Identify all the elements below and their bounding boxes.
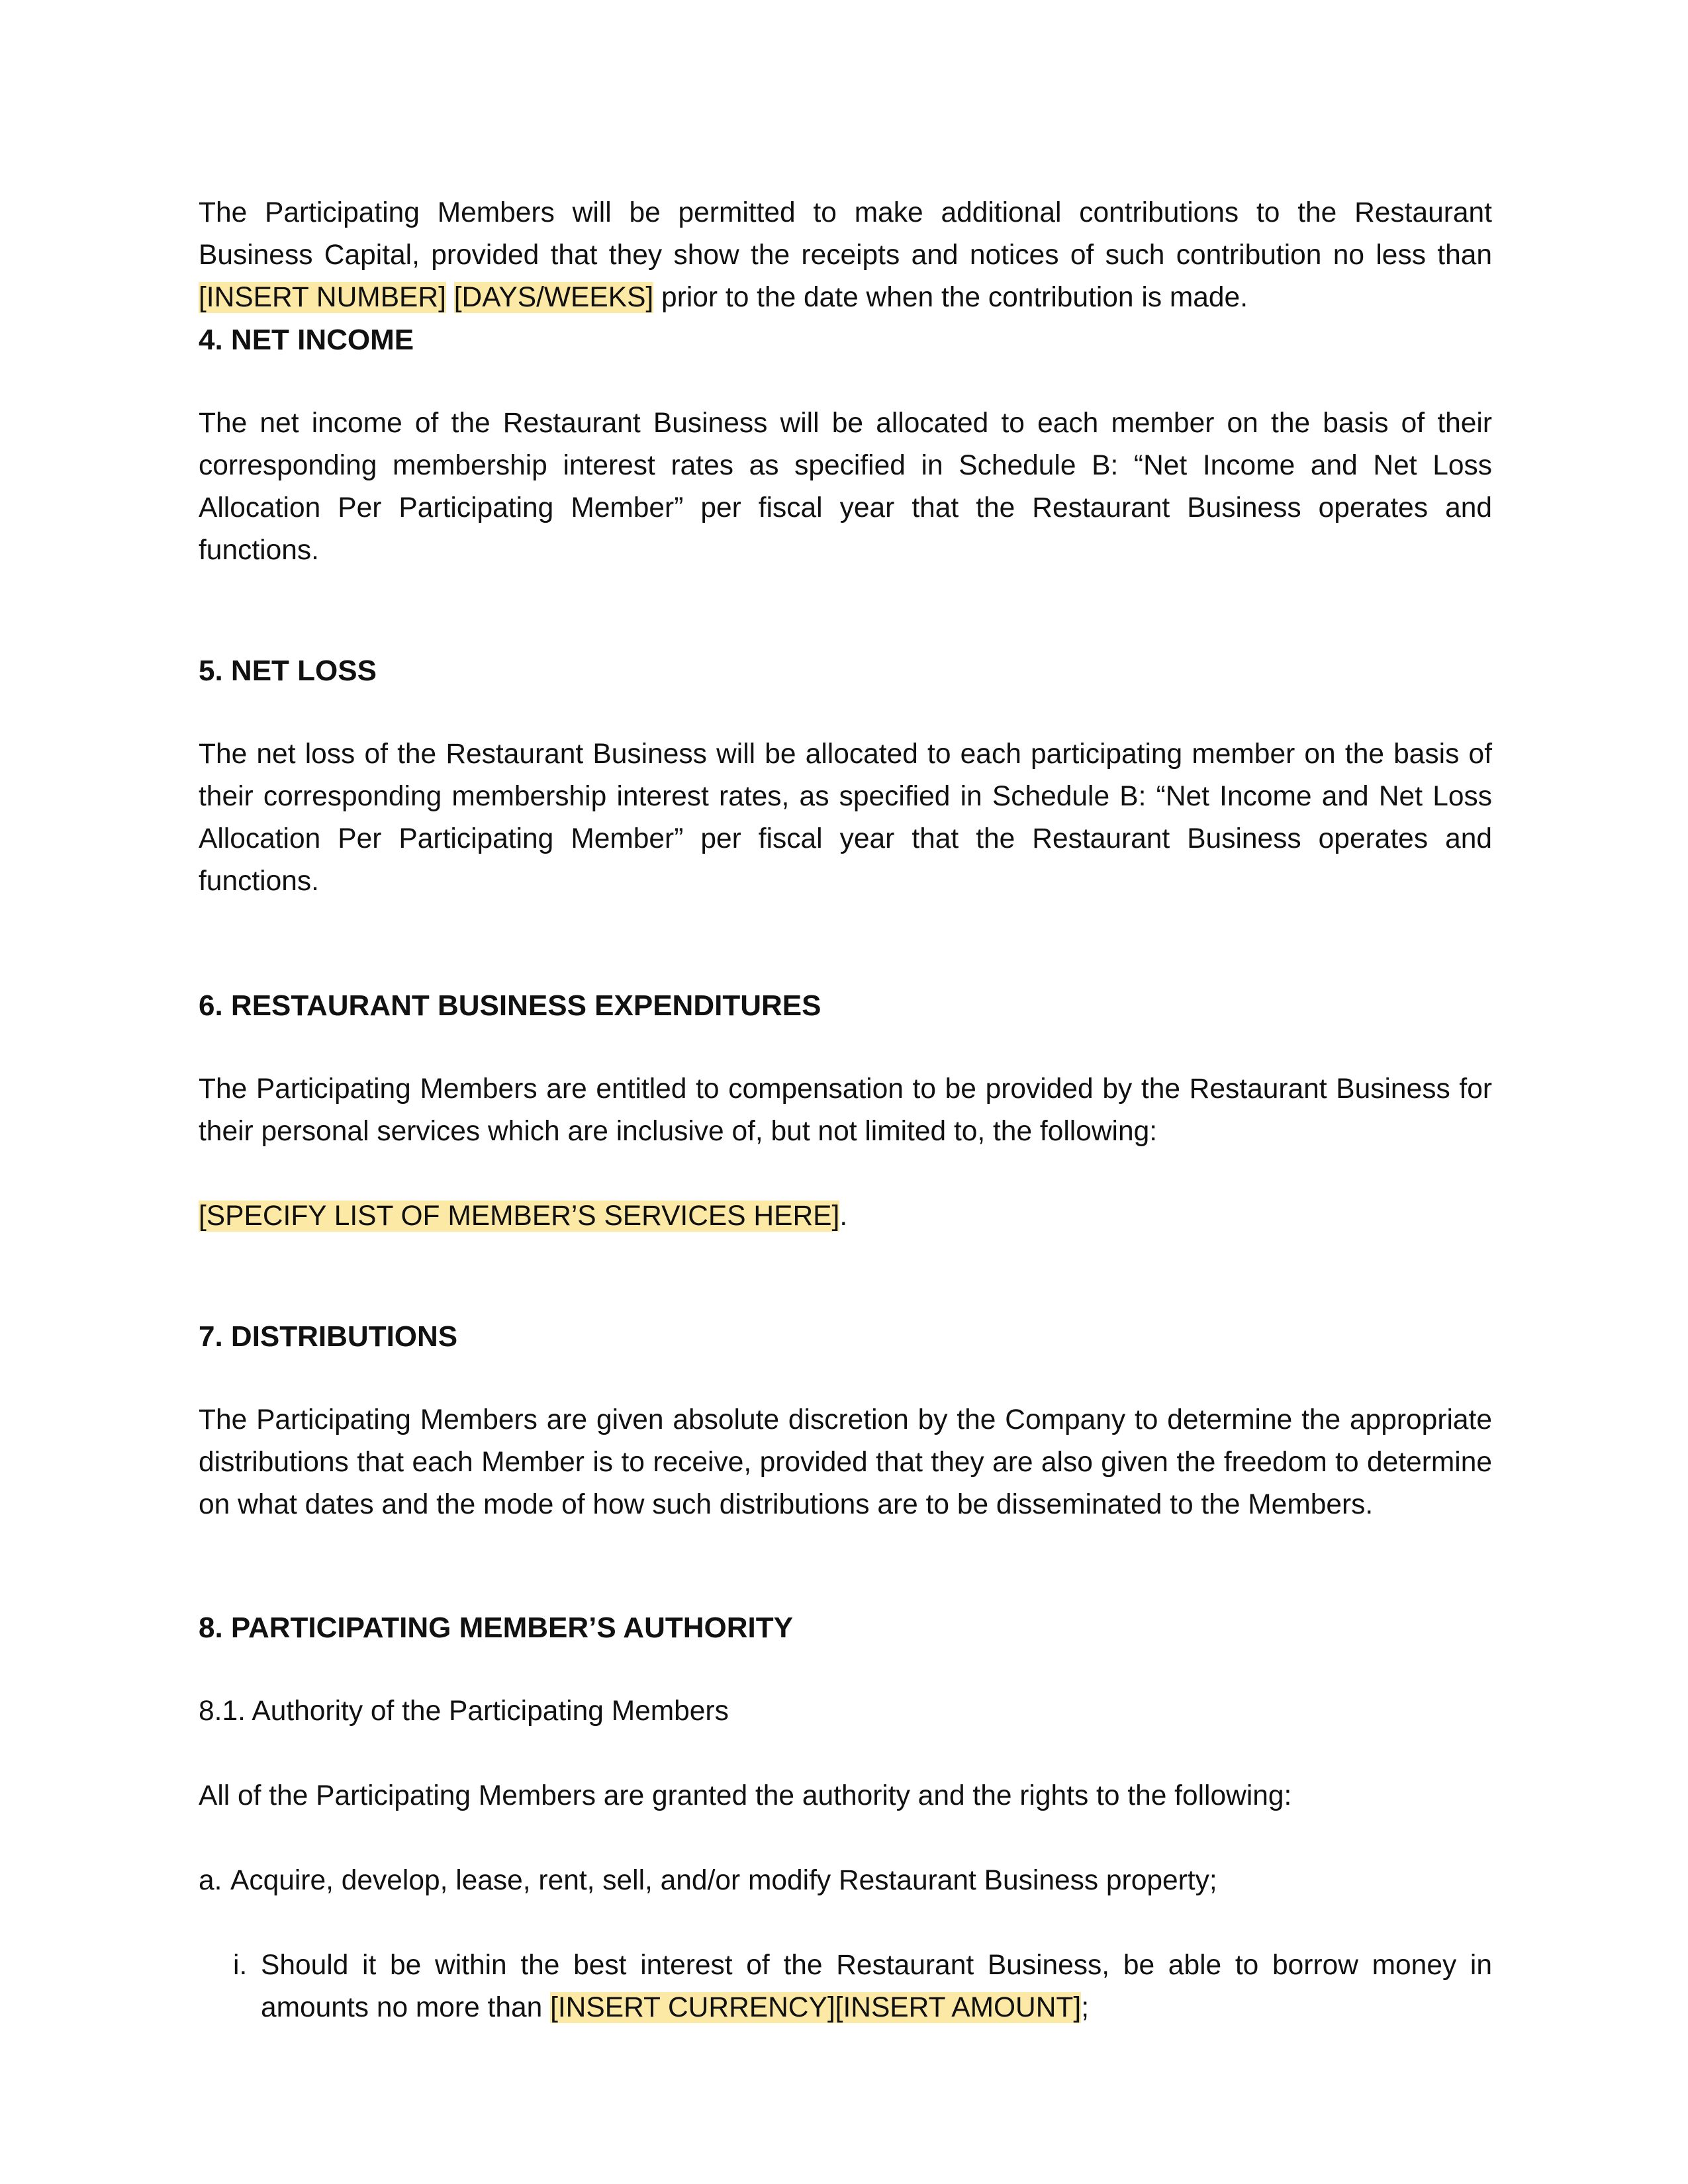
list-item-a-text: Acquire, develop, lease, rent, sell, and/or modify Restaurant Business property; (230, 1865, 1217, 1896)
list-item-a (199, 1860, 1492, 1902)
section-5-body: The net loss of the Restaurant Business will be allocated to each participating member on the basis of their corresponding membership interest rates, as specified in Schedule B: “Net Income and Net Loss Allocation Per Participating Member” per fiscal year that the Restaurant Business operates and functions. (199, 739, 1492, 897)
section-6-placeholder-paragraph (199, 1195, 1492, 1238)
section-6-body: The Participating Members are entitled to compensation to be provided by the Restaurant Business for their personal services which are inclusive of, but not limited to, the following: (199, 1073, 1492, 1147)
list-item-i (199, 1944, 1492, 2029)
list-item-i-suffix: ; (1081, 1992, 1090, 2023)
placeholder-currency-amount: [INSERT CURRENCY][INSERT AMOUNT] (550, 1992, 1082, 2023)
section-7-body: The Participating Members are given absolute discretion by the Company to determine the appropriate distributions that each Member is to receive, provided that they are also given the freedom to determine on what dates and the mode of how such distributions are to be disseminated to the Members. (199, 1404, 1492, 1520)
intro-paragraph (199, 192, 1492, 319)
section-7-heading: 7. DISTRIBUTIONS (199, 1320, 458, 1353)
placeholder-suffix: . (839, 1201, 848, 1232)
list-item-i-text: Should it be within the best interest of the Restaurant Business, be able to borrow money in amounts no more than (261, 1950, 1492, 2023)
section-8-subheading: 8.1. Authority of the Participating Members (199, 1696, 729, 1727)
intro-text-a: The Participating Members will be permitted to make additional contributions to the Restaurant Business Capital, provided that they show the receipts and notices of such contribution no less than (199, 197, 1492, 271)
list-marker-i: i. (233, 1950, 248, 1981)
intro-text-b: prior to the date when the contribution is made. (653, 282, 1248, 313)
section-4-body: The net income of the Restaurant Business will be allocated to each member on the basis of their corresponding membership interest rates as specified in Schedule B: “Net Income and Net Loss Allocation Per Participating Member” per fiscal year that the Restaurant Business operates and functions. (199, 408, 1492, 566)
section-5-heading: 5. NET LOSS (199, 655, 377, 687)
placeholder-member-services: [SPECIFY LIST OF MEMBER’S SERVICES HERE] (199, 1201, 840, 1232)
section-4-heading: 4. NET INCOME (199, 324, 414, 356)
document-page (199, 192, 1492, 2029)
section-8-intro: All of the Participating Members are granted the authority and the rights to the following: (199, 1780, 1292, 1811)
placeholder-days-weeks: [DAYS/WEEKS] (453, 282, 654, 313)
section-8-heading: 8. PARTICIPATING MEMBER’S AUTHORITY (199, 1612, 793, 1644)
placeholder-insert-number: [INSERT NUMBER] (199, 282, 446, 313)
section-6-heading: 6. RESTAURANT BUSINESS EXPENDITURES (199, 989, 821, 1022)
list-marker-a: a. (199, 1865, 222, 1896)
